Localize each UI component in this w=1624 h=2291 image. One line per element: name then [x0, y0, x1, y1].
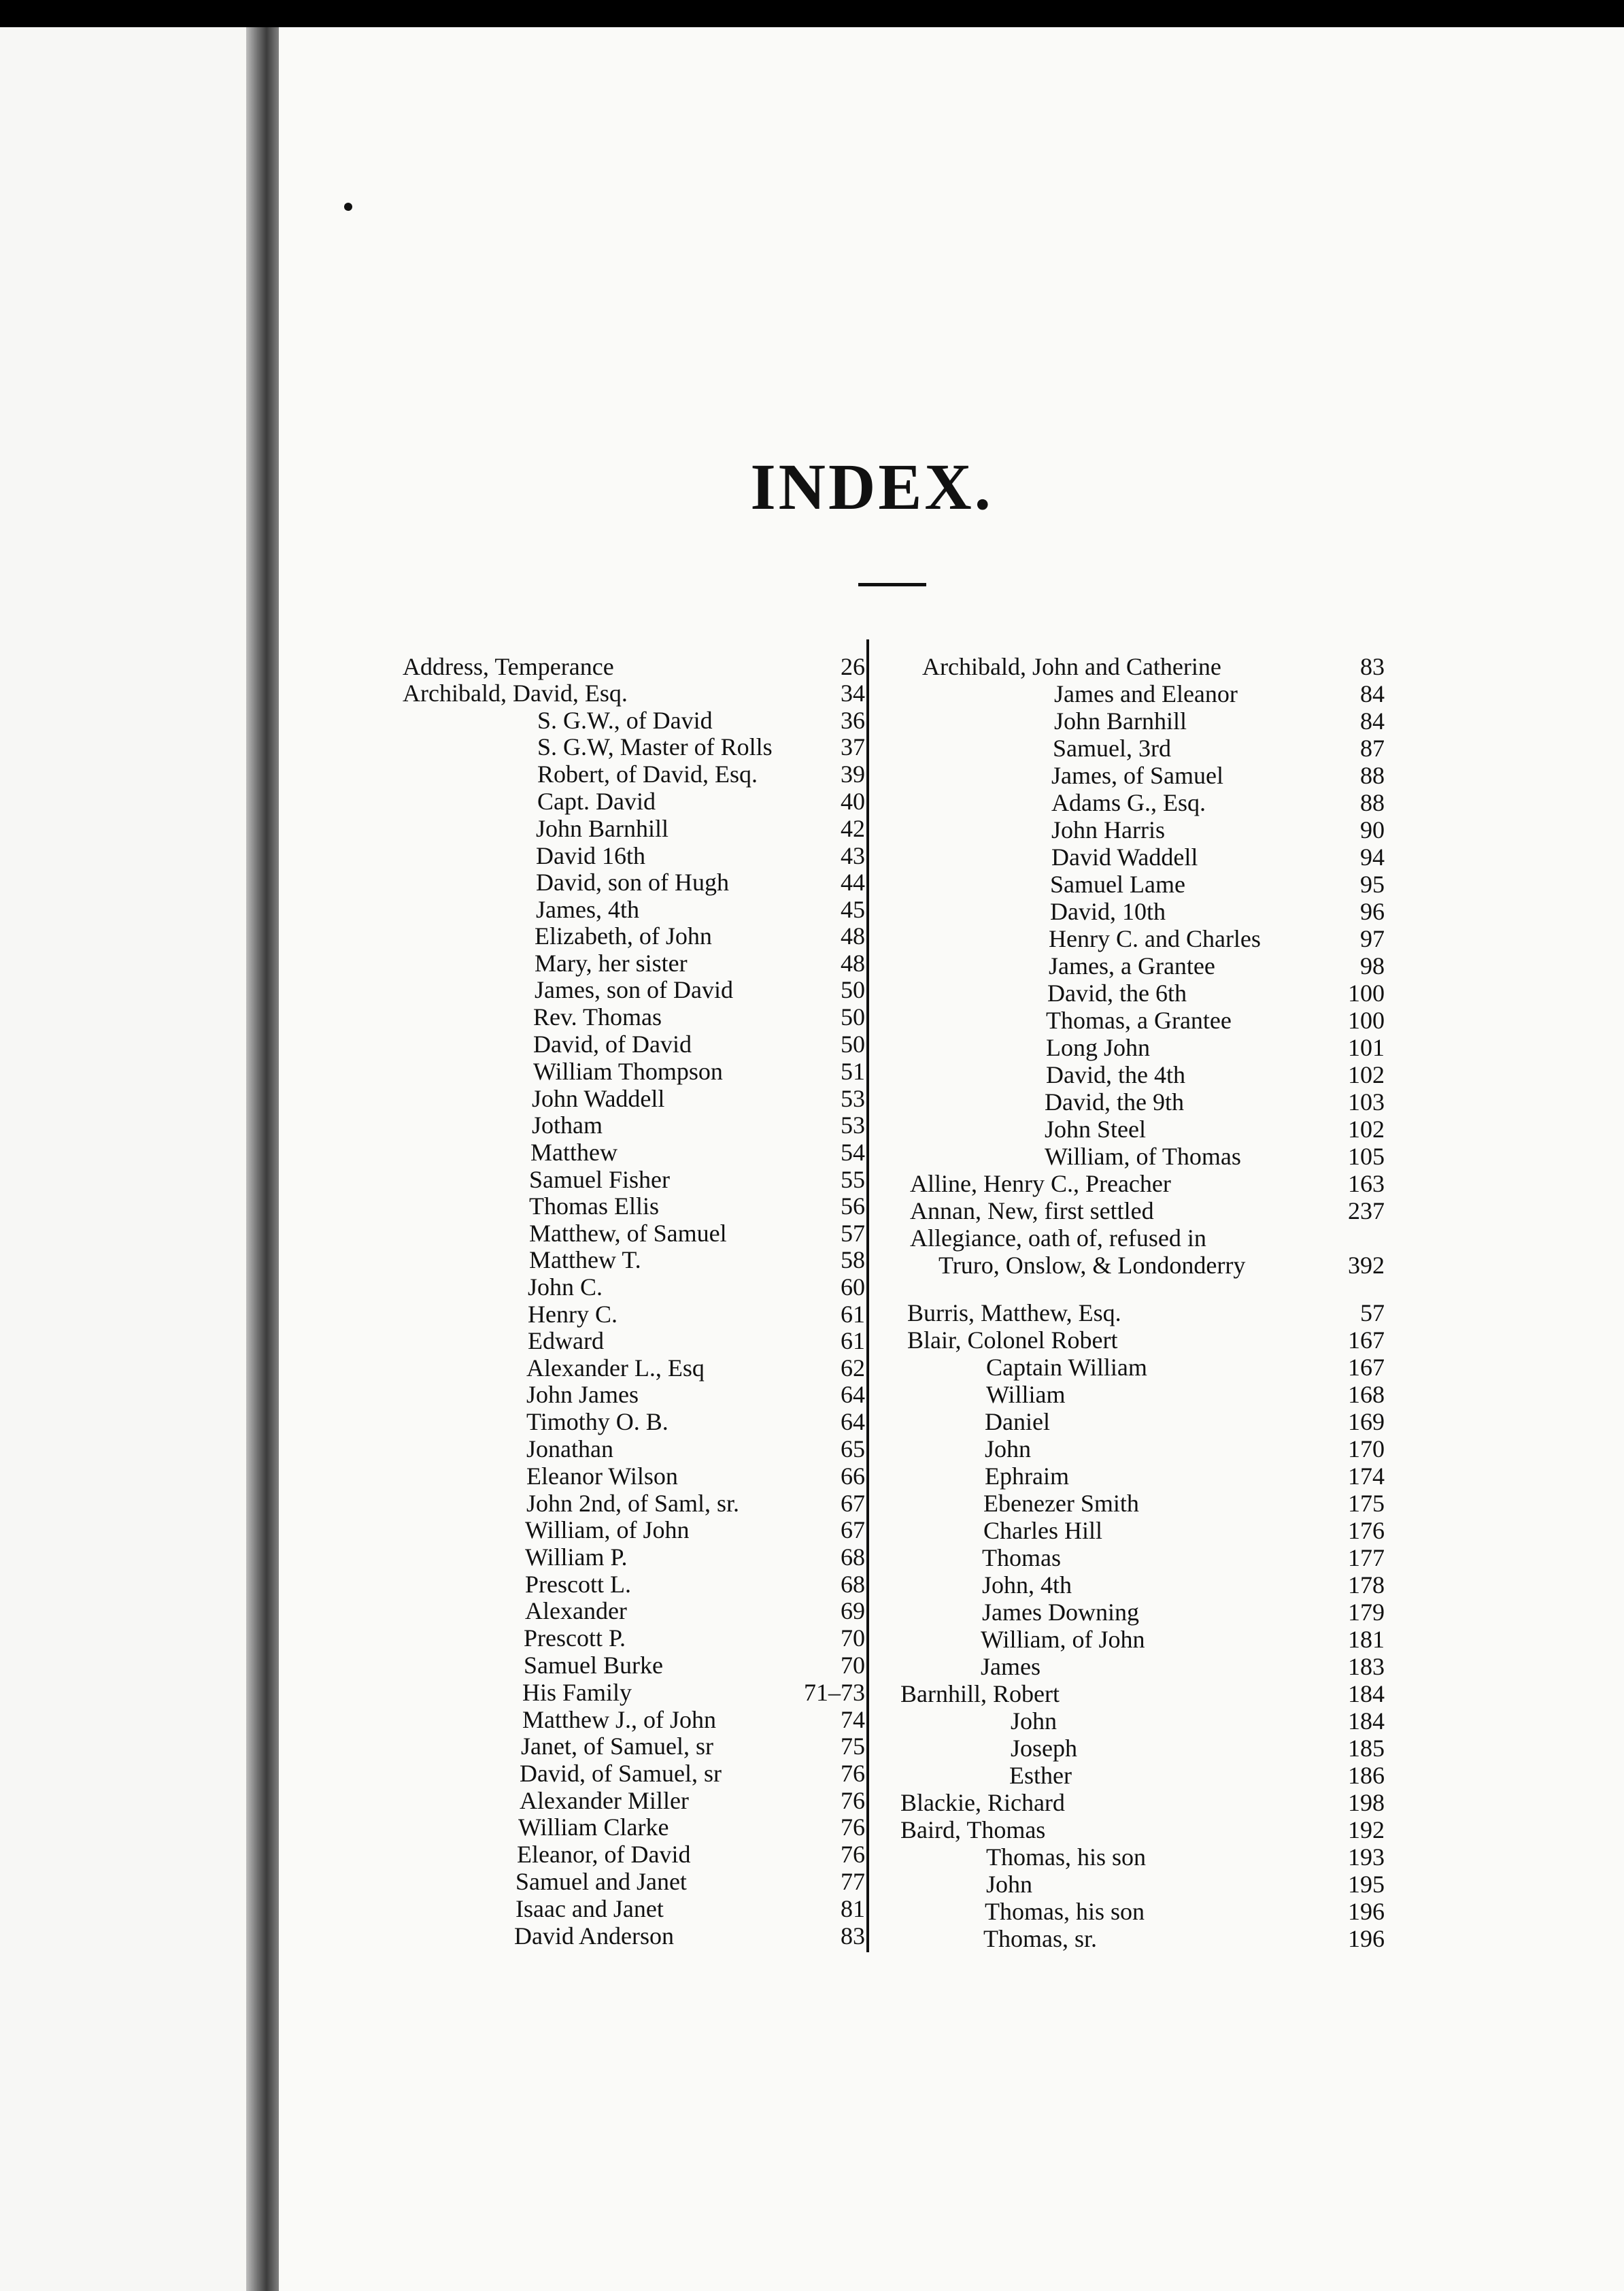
- left-entry-name: John 2nd, of Saml, sr.: [526, 1490, 740, 1517]
- left-entry: [533, 1031, 865, 1058]
- right-entry-name: David, the 6th: [1047, 980, 1187, 1007]
- right-entry-page: 84: [1360, 680, 1385, 707]
- left-entry-page: 71–73: [804, 1679, 865, 1706]
- right-entry: [986, 1871, 1385, 1898]
- right-entry-name: Truro, Onslow, & Londonderry: [938, 1252, 1246, 1279]
- right-entry-page: 174: [1348, 1462, 1385, 1490]
- right-entry: [983, 1517, 1385, 1544]
- left-entry: [526, 1408, 865, 1435]
- right-entry: [900, 1789, 1385, 1816]
- left-entry-page: 60: [841, 1273, 865, 1301]
- left-entry: [537, 733, 865, 760]
- right-entry-page: 175: [1348, 1490, 1385, 1517]
- left-entry-name: John James: [526, 1381, 639, 1408]
- left-entry-name: Samuel Fisher: [529, 1166, 670, 1193]
- right-entry: [1051, 762, 1385, 789]
- right-entry-page: 181: [1348, 1626, 1385, 1653]
- left-entry-name: David, of Samuel, sr: [520, 1760, 722, 1787]
- left-entry-page: 64: [841, 1381, 865, 1408]
- right-entry: [1046, 1061, 1385, 1088]
- left-entry: [526, 1490, 865, 1517]
- left-entry-name: Rev. Thomas: [533, 1003, 662, 1031]
- index-page: [279, 27, 1624, 2291]
- right-entry: [981, 1653, 1385, 1680]
- left-entry: [528, 1273, 865, 1301]
- left-entry-name: John C.: [528, 1273, 603, 1301]
- left-entry-name: Matthew: [530, 1139, 618, 1166]
- left-entry-name: Edward: [528, 1327, 604, 1354]
- left-entry-name: S. G.W, Master of Rolls: [537, 733, 773, 760]
- right-entry-name: James and Eleanor: [1054, 680, 1238, 707]
- left-entry-page: 76: [841, 1813, 865, 1841]
- left-entry: [536, 842, 865, 869]
- left-entry: [532, 1111, 865, 1139]
- left-entry-page: 55: [841, 1166, 865, 1193]
- left-entry-page: 50: [841, 1003, 865, 1031]
- left-entry-name: Isaac and Janet: [515, 1895, 664, 1922]
- right-entry-name: Barnhill, Robert: [900, 1680, 1060, 1707]
- right-entry-page: 170: [1348, 1435, 1385, 1462]
- right-entry-name: William, of Thomas: [1045, 1143, 1241, 1170]
- left-entry: [528, 1301, 865, 1328]
- right-entry-name: Ephraim: [985, 1462, 1069, 1490]
- left-entry-name: Alexander: [525, 1597, 627, 1624]
- right-entry: [983, 1925, 1385, 1952]
- right-entry: [900, 1680, 1385, 1707]
- right-entry-page: 185: [1348, 1735, 1385, 1762]
- right-entry: [1009, 1762, 1385, 1789]
- right-entry: [1046, 1034, 1385, 1061]
- left-entry: [525, 1597, 865, 1624]
- left-entry-name: Capt. David: [537, 788, 656, 815]
- right-entry-page: 195: [1348, 1871, 1385, 1898]
- left-entry-page: 64: [841, 1408, 865, 1435]
- right-entry-page: 183: [1348, 1653, 1385, 1680]
- right-entry-name: David, 10th: [1050, 898, 1166, 925]
- right-entry-name: David Waddell: [1051, 843, 1198, 871]
- left-entry: [535, 976, 865, 1003]
- left-entry-page: 68: [841, 1571, 865, 1598]
- right-entry-name: Joseph: [1011, 1735, 1077, 1762]
- left-entry: [517, 1841, 865, 1868]
- right-entry-page: 237: [1348, 1197, 1385, 1224]
- right-entry-page: 176: [1348, 1517, 1385, 1544]
- left-entry-page: 26: [841, 653, 865, 680]
- left-entry: [528, 1327, 865, 1354]
- left-entry-page: 53: [841, 1111, 865, 1139]
- left-entry: [522, 1706, 865, 1733]
- left-entry-name: James, 4th: [536, 896, 639, 923]
- left-entry: [536, 869, 865, 896]
- left-entry-name: Prescott L.: [525, 1571, 631, 1598]
- left-entry-page: 61: [841, 1327, 865, 1354]
- right-entry-page: 83: [1360, 653, 1385, 680]
- left-entry: [529, 1166, 865, 1193]
- left-entry: [522, 1679, 865, 1706]
- left-entry-name: Archibald, David, Esq.: [403, 680, 628, 707]
- right-entry-page: 186: [1348, 1762, 1385, 1789]
- right-entry-name: Samuel Lame: [1050, 871, 1185, 898]
- left-entry-name: Mary, her sister: [535, 950, 688, 977]
- left-entry-page: 51: [841, 1058, 865, 1085]
- left-entry-name: Eleanor Wilson: [526, 1462, 678, 1490]
- left-entry-name: Timothy O. B.: [526, 1408, 669, 1435]
- left-entry: [403, 680, 865, 707]
- left-entry-page: 67: [841, 1516, 865, 1543]
- right-entry-page: 101: [1348, 1034, 1385, 1061]
- left-entry: [537, 788, 865, 815]
- right-entry-name: Blair, Colonel Robert: [907, 1326, 1118, 1354]
- right-entry-page: 196: [1348, 1898, 1385, 1925]
- right-entry-page: 100: [1348, 1007, 1385, 1034]
- right-entry-page: 103: [1348, 1088, 1385, 1116]
- right-entry-page: 196: [1348, 1925, 1385, 1952]
- right-entry: [985, 1408, 1385, 1435]
- left-entry-page: 83: [841, 1922, 865, 1950]
- left-entry-name: Matthew J., of John: [522, 1706, 716, 1733]
- right-entry: [982, 1599, 1385, 1626]
- left-entry: [533, 1003, 865, 1031]
- right-entry-name: John, 4th: [982, 1571, 1072, 1599]
- right-entry: [1046, 1007, 1385, 1034]
- right-entry-name: Thomas, sr.: [983, 1925, 1097, 1952]
- left-entry-page: 48: [841, 922, 865, 950]
- right-entry: [900, 1816, 1385, 1843]
- left-entry-name: James, son of David: [535, 976, 733, 1003]
- book-gutter: [246, 27, 280, 2291]
- right-entry-name: Blackie, Richard: [900, 1789, 1065, 1816]
- left-entry: [526, 1381, 865, 1408]
- right-entry: [1047, 980, 1385, 1007]
- left-entry: [518, 1813, 865, 1841]
- right-entry-page: 168: [1348, 1381, 1385, 1408]
- left-entry: [526, 1354, 865, 1382]
- left-entry-page: 68: [841, 1543, 865, 1571]
- left-entry-name: Thomas Ellis: [529, 1192, 659, 1220]
- right-entry-name: James: [981, 1653, 1041, 1680]
- right-entry: [985, 1898, 1385, 1925]
- left-entry: [403, 653, 865, 680]
- right-entry-page: 163: [1348, 1170, 1385, 1197]
- right-entry: [1050, 871, 1385, 898]
- left-entry-page: 76: [841, 1787, 865, 1814]
- right-entry-name: Allegiance, oath of, refused in: [910, 1224, 1206, 1252]
- left-entry-name: Samuel Burke: [524, 1652, 663, 1679]
- left-entry-name: Prescott P.: [524, 1624, 626, 1652]
- ink-speck: [344, 203, 352, 211]
- right-entry-page: 88: [1360, 789, 1385, 816]
- left-entry-name: Janet, of Samuel, sr: [521, 1733, 713, 1760]
- left-entry: [536, 896, 865, 923]
- left-entry: [521, 1733, 865, 1760]
- right-entry: [983, 1490, 1385, 1517]
- right-entry-page: 167: [1348, 1326, 1385, 1354]
- right-entry: [981, 1626, 1385, 1653]
- left-entry-page: 53: [841, 1085, 865, 1112]
- left-entry-name: David, of David: [533, 1031, 692, 1058]
- right-entry-page: 392: [1348, 1252, 1385, 1279]
- left-entry-name: Matthew T.: [529, 1246, 641, 1273]
- right-entry-name: William, of John: [981, 1626, 1145, 1653]
- right-entry: [907, 1326, 1385, 1354]
- right-entry-page: 178: [1348, 1571, 1385, 1599]
- left-entry-page: 36: [841, 707, 865, 734]
- left-entry-page: 58: [841, 1246, 865, 1273]
- left-entry-page: 50: [841, 1031, 865, 1058]
- right-entry-name: Adams G., Esq.: [1051, 789, 1206, 816]
- right-entry-name: Thomas, his son: [986, 1843, 1147, 1871]
- right-entry-page: 192: [1348, 1816, 1385, 1843]
- left-entry-page: 40: [841, 788, 865, 815]
- right-entry-name: Annan, New, first settled: [910, 1197, 1154, 1224]
- right-entry-name: John Steel: [1045, 1116, 1146, 1143]
- right-entry-name: John: [986, 1871, 1033, 1898]
- right-entry-name: John Harris: [1051, 816, 1165, 843]
- right-entry: [1045, 1088, 1385, 1116]
- right-entry: [986, 1843, 1385, 1871]
- right-entry-page: 102: [1348, 1116, 1385, 1143]
- right-entry-name: Samuel, 3rd: [1053, 735, 1171, 762]
- left-entry-page: 62: [841, 1354, 865, 1382]
- right-entry: [1011, 1735, 1385, 1762]
- right-entry-page: 87: [1360, 735, 1385, 762]
- left-entry-page: 44: [841, 869, 865, 896]
- right-entry: [1053, 735, 1385, 762]
- right-entry: [1050, 898, 1385, 925]
- right-entry-name: Daniel: [985, 1408, 1050, 1435]
- left-entry-page: 50: [841, 976, 865, 1003]
- right-entry-page: 105: [1348, 1143, 1385, 1170]
- left-entry-page: 70: [841, 1624, 865, 1652]
- left-entry-name: Alexander Miller: [520, 1787, 689, 1814]
- left-entry-name: S. G.W., of David: [537, 707, 713, 734]
- left-entry-name: William Clarke: [518, 1813, 669, 1841]
- right-entry-page: 88: [1360, 762, 1385, 789]
- right-entry-name: James Downing: [982, 1599, 1139, 1626]
- left-entry-name: Alexander L., Esq: [526, 1354, 705, 1382]
- right-entry-name: Ebenezer Smith: [983, 1490, 1139, 1517]
- left-entry-name: Matthew, of Samuel: [529, 1220, 727, 1247]
- right-entry-page: 198: [1348, 1789, 1385, 1816]
- right-entry-name: William: [986, 1381, 1066, 1408]
- left-entry: [525, 1571, 865, 1598]
- left-entry-page: 66: [841, 1462, 865, 1490]
- right-entry-name: Baird, Thomas: [900, 1816, 1046, 1843]
- right-entry-name: David, the 9th: [1045, 1088, 1184, 1116]
- right-entry-name: Esther: [1009, 1762, 1072, 1789]
- left-entry-name: William Thompson: [533, 1058, 723, 1085]
- right-entry: [1051, 816, 1385, 843]
- left-entry-page: 69: [841, 1597, 865, 1624]
- left-entry: [532, 1085, 865, 1112]
- left-entry: [535, 950, 865, 977]
- left-entry-page: 37: [841, 733, 865, 760]
- left-entry: [529, 1246, 865, 1273]
- left-entry: [533, 1058, 865, 1085]
- left-entry-page: 76: [841, 1760, 865, 1787]
- left-entry: [514, 1922, 865, 1950]
- right-entry-name: Thomas, his son: [985, 1898, 1145, 1925]
- right-entry: [1011, 1707, 1385, 1735]
- left-entry-page: 76: [841, 1841, 865, 1868]
- right-entry-name: David, the 4th: [1046, 1061, 1185, 1088]
- left-entry-page: 81: [841, 1895, 865, 1922]
- right-entry-name: Long John: [1046, 1034, 1150, 1061]
- left-entry: [515, 1895, 865, 1922]
- left-entry-name: Jotham: [532, 1111, 603, 1139]
- facing-page: [0, 27, 252, 2291]
- right-entry-name: Thomas: [982, 1544, 1061, 1571]
- left-entry-name: Henry C.: [528, 1301, 618, 1328]
- left-entry: [529, 1220, 865, 1247]
- left-entry-page: 67: [841, 1490, 865, 1517]
- right-entry-page: 169: [1348, 1408, 1385, 1435]
- right-entry-name: John: [985, 1435, 1032, 1462]
- left-entry-page: 42: [841, 815, 865, 842]
- right-entry: [1054, 680, 1385, 707]
- right-entry-page: 184: [1348, 1707, 1385, 1735]
- left-entry: [526, 1435, 865, 1462]
- left-entry-page: 57: [841, 1220, 865, 1247]
- right-entry: [1054, 707, 1385, 735]
- left-entry: [520, 1760, 865, 1787]
- left-entry-name: Samuel and Janet: [515, 1868, 687, 1895]
- left-entry-name: David, son of Hugh: [536, 869, 729, 896]
- right-entry: [910, 1224, 1385, 1252]
- right-entry-page: 96: [1360, 898, 1385, 925]
- right-entry: [982, 1544, 1385, 1571]
- right-entry: [1051, 789, 1385, 816]
- right-entry-name: John Barnhill: [1054, 707, 1187, 735]
- right-entry: [986, 1354, 1385, 1381]
- left-entry-name: Robert, of David, Esq.: [537, 760, 758, 788]
- right-entry: [1051, 843, 1385, 871]
- left-entry-page: 70: [841, 1652, 865, 1679]
- left-entry-page: 74: [841, 1706, 865, 1733]
- left-entry-page: 61: [841, 1301, 865, 1328]
- right-entry-page: 95: [1360, 871, 1385, 898]
- left-entry-page: 65: [841, 1435, 865, 1462]
- right-entry: [1049, 925, 1385, 952]
- title-rule: [858, 583, 926, 586]
- page-title: [0, 449, 1624, 524]
- left-entry-page: 75: [841, 1733, 865, 1760]
- left-entry: [524, 1652, 865, 1679]
- left-entry-name: David Anderson: [514, 1922, 674, 1950]
- right-entry-page: 193: [1348, 1843, 1385, 1871]
- right-entry-name: Alline, Henry C., Preacher: [910, 1170, 1171, 1197]
- right-entry: [1049, 952, 1385, 980]
- right-entry-name: Charles Hill: [983, 1517, 1102, 1544]
- right-entry-name: Captain William: [986, 1354, 1147, 1381]
- left-entry: [520, 1787, 865, 1814]
- left-entry-name: His Family: [522, 1679, 632, 1706]
- right-entry-page: 179: [1348, 1599, 1385, 1626]
- left-entry: [529, 1192, 865, 1220]
- right-entry-page: 84: [1360, 707, 1385, 735]
- right-entry: [922, 653, 1385, 680]
- left-entry-page: 45: [841, 896, 865, 923]
- right-entry-page: 97: [1360, 925, 1385, 952]
- left-entry-name: David 16th: [536, 842, 645, 869]
- right-entry: [910, 1197, 1385, 1224]
- right-entry-name: Burris, Matthew, Esq.: [907, 1299, 1121, 1326]
- left-entry: [530, 1139, 865, 1166]
- right-entry: [910, 1170, 1385, 1197]
- right-entry-page: 167: [1348, 1354, 1385, 1381]
- right-entry: [938, 1252, 1385, 1279]
- left-entry: [515, 1868, 865, 1895]
- page-title-text: INDEX.: [750, 450, 994, 523]
- right-entry: [985, 1435, 1385, 1462]
- right-entry-page: 100: [1348, 980, 1385, 1007]
- left-entry: [526, 1462, 865, 1490]
- left-entry-name: Eleanor, of David: [517, 1841, 691, 1868]
- right-entry-page: 102: [1348, 1061, 1385, 1088]
- left-entry-page: 48: [841, 950, 865, 977]
- left-entry-name: William, of John: [525, 1516, 690, 1543]
- right-entry: [1045, 1116, 1385, 1143]
- right-entry-name: Archibald, John and Catherine: [922, 653, 1221, 680]
- right-entry: [907, 1299, 1385, 1326]
- left-entry-page: 34: [841, 680, 865, 707]
- left-entry: [524, 1624, 865, 1652]
- left-entry-name: William P.: [525, 1543, 628, 1571]
- left-entry-page: 56: [841, 1192, 865, 1220]
- left-entry: [535, 922, 865, 950]
- right-entry-name: James, a Grantee: [1049, 952, 1215, 980]
- left-entry: [537, 760, 865, 788]
- left-entry-page: 43: [841, 842, 865, 869]
- right-entry: [1045, 1143, 1385, 1170]
- right-entry: [982, 1571, 1385, 1599]
- right-entry-name: John: [1011, 1707, 1058, 1735]
- left-entry: [525, 1543, 865, 1571]
- left-entry-name: Jonathan: [526, 1435, 613, 1462]
- right-entry-page: 177: [1348, 1544, 1385, 1571]
- right-entry-name: Thomas, a Grantee: [1046, 1007, 1232, 1034]
- right-entry-page: 184: [1348, 1680, 1385, 1707]
- left-entry-name: Elizabeth, of John: [535, 922, 712, 950]
- right-entry-name: James, of Samuel: [1051, 762, 1223, 789]
- right-entry: [985, 1462, 1385, 1490]
- left-entry-page: 77: [841, 1868, 865, 1895]
- column-divider: [866, 639, 869, 1952]
- left-entry-name: Address, Temperance: [403, 653, 614, 680]
- left-entry: [536, 815, 865, 842]
- left-entry: [525, 1516, 865, 1543]
- left-entry: [537, 707, 865, 734]
- right-entry-page: 90: [1360, 816, 1385, 843]
- left-entry-page: 54: [841, 1139, 865, 1166]
- left-entry-name: John Barnhill: [536, 815, 669, 842]
- right-entry-name: Henry C. and Charles: [1049, 925, 1261, 952]
- left-entry-name: John Waddell: [532, 1085, 665, 1112]
- right-entry-page: 98: [1360, 952, 1385, 980]
- left-entry-page: 39: [841, 760, 865, 788]
- right-entry-page: 57: [1360, 1299, 1385, 1326]
- right-entry-page: 94: [1360, 843, 1385, 871]
- right-entry: [986, 1381, 1385, 1408]
